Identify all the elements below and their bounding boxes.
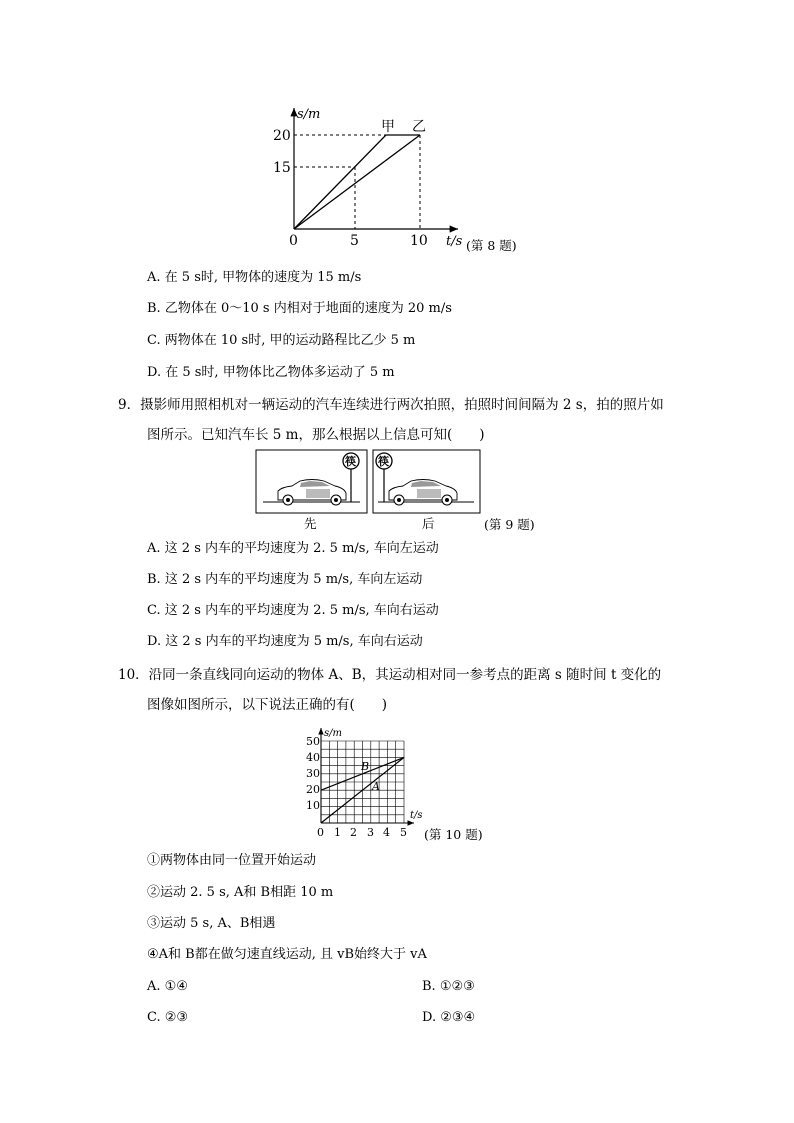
q9-text-line1: 9．摄影师用照相机对一辆运动的汽车连续进行两次拍照，拍照时间间隔为 2 s，拍的照片如 (118, 397, 664, 413)
q10-line-label-b: B (361, 760, 370, 773)
q10-x-tick-2: 2 (350, 826, 357, 839)
q8-graph (262, 100, 472, 250)
q8-line-label-jia: 甲 (381, 119, 395, 135)
q10-x-tick-0: 0 (317, 826, 324, 839)
q10-x-tick-5: 5 (400, 826, 407, 839)
q10-statement-2: ②运动 2. 5 s, A和 B相距 10 m (147, 885, 334, 900)
q9-photo-label-first: 先 (304, 516, 317, 531)
q8-option-b: B. 乙物体在 0～10 s 内相对于地面的速度为 20 m/s (147, 301, 452, 316)
q9-photo-label-second: 后 (422, 516, 435, 531)
q10-option-c: C. ②③ (147, 1010, 189, 1025)
q10-y-tick-30: 30 (306, 767, 320, 780)
q8-y-tick-15: 15 (273, 160, 291, 176)
q9-text-line2: 图所示。已知汽车长 5 m，那么根据以上信息可知( ) (147, 427, 485, 443)
q10-x-tick-1: 1 (334, 826, 341, 839)
q10-text-line1: 10．沿同一条直线同向运动的物体 A、B，其运动相对同一参考点的距离 s 随时间 t 变化的 (118, 667, 662, 683)
q10-option-b: B. ①②③ (422, 979, 475, 994)
q9-photos (254, 448, 484, 518)
q8-x-label: t/s (446, 234, 463, 249)
q8-x-tick-5: 5 (350, 233, 359, 249)
q10-x-tick-3: 3 (367, 826, 374, 839)
q10-y-tick-50: 50 (306, 735, 320, 748)
q10-x-label: t/s (410, 810, 423, 821)
q8-option-a: A. 在 5 s时, 甲物体的速度为 15 m/s (147, 270, 362, 285)
q8-caption: (第 8 题) (466, 238, 517, 253)
svg-text:筷: 筷 (345, 455, 356, 468)
q8-series-yi (294, 135, 420, 229)
q8-y-label: s/m (297, 107, 321, 122)
q10-y-tick-40: 40 (306, 751, 320, 764)
q9-option-c: C. 这 2 s 内车的平均速度为 2. 5 m/s, 车向右运动 (147, 603, 439, 618)
q10-y-tick-20: 20 (306, 783, 320, 796)
q10-text-line2: 图像如图所示，以下说法正确的有( ) (147, 697, 388, 713)
q8-option-c: C. 两物体在 10 s时, 甲的运动路程比乙少 5 m (147, 333, 416, 348)
q8-x-tick-10: 10 (410, 233, 428, 249)
q9-option-d: D. 这 2 s 内车的平均速度为 5 m/s, 车向右运动 (147, 634, 423, 649)
q10-statement-4: ④A和 B都在做匀速直线运动, 且 vB始终大于 vA (147, 947, 427, 962)
q10-y-tick-10: 10 (306, 799, 320, 812)
q10-x-tick-4: 4 (383, 826, 390, 839)
q10-option-a: A. ①④ (147, 979, 188, 994)
q10-statement-1: ①两物体由同一位置开始运动 (147, 853, 317, 868)
q10-option-d: D. ②③④ (422, 1010, 476, 1025)
q9-option-a: A. 这 2 s 内车的平均速度为 2. 5 m/s, 车向左运动 (147, 541, 439, 556)
q10-line-label-a: A (372, 780, 380, 793)
q8-option-d: D. 在 5 s时, 甲物体比乙物体多运动了 5 m (147, 365, 395, 380)
q8-x-tick-0: 0 (289, 233, 298, 249)
q10-grid (321, 741, 404, 823)
q10-y-label: s/m (324, 728, 342, 739)
q8-line-label-yi: 乙 (412, 119, 426, 135)
q10-statement-3: ③运动 5 s, A、B相遇 (147, 916, 276, 931)
q9-option-b: B. 这 2 s 内车的平均速度为 5 m/s, 车向左运动 (147, 572, 423, 587)
svg-text:筷: 筷 (378, 455, 389, 468)
q10-graph (300, 722, 430, 842)
q10-caption: (第 10 题) (424, 827, 483, 842)
q8-y-tick-20: 20 (273, 128, 291, 144)
q9-caption: (第 9 题) (484, 517, 535, 532)
